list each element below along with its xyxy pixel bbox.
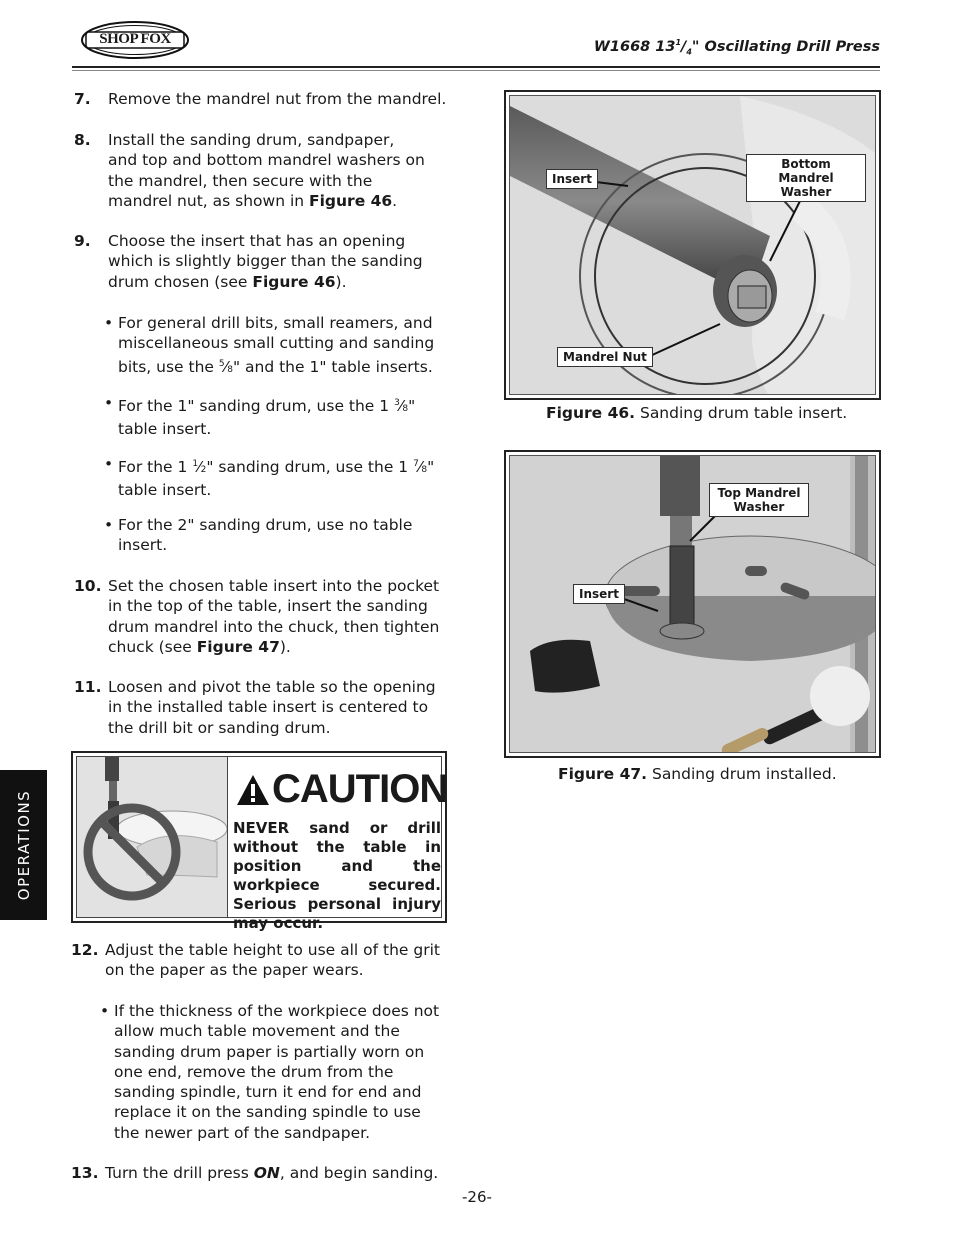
shop-fox-logo: [80, 20, 190, 60]
step-11: 11. Loosen and pivot the table so the opening in the installed table insert is centered to the drill bit or sanding drum.: [74, 678, 436, 737]
on-emphasis: ON: [253, 1164, 280, 1182]
step-9: 9. Choose the insert that has an opening which is slightly bigger than the sanding drum chosen (see Figure 46).: [74, 232, 423, 291]
warning-triangle-icon: [235, 773, 271, 807]
header-rule: [72, 66, 880, 68]
step-7: 7. Remove the mandrel nut from the mandrel.: [74, 90, 447, 108]
page-number: -26-: [462, 1188, 492, 1206]
callout-insert: Insert: [573, 584, 625, 604]
step-13: 13. Turn the drill press ON, and begin sanding.: [71, 1164, 439, 1182]
figure-46-reference: Figure 46: [252, 272, 336, 291]
bullet-2in-drum: • For the 2" sanding drum, use no table insert.: [104, 516, 413, 555]
figure-47: [504, 450, 881, 758]
bullet-1-5in-drum: • For the 1 $^1$⁄2" sanding drum, use the 1 $^7$⁄8" table insert.: [104, 455, 435, 500]
figure-46-reference: Figure 46: [309, 191, 393, 210]
logo-text: SHOP FOX: [99, 31, 171, 47]
bullet-general-bits: • For general drill bits, small reamers, and miscellaneous small cutting and sanding bits, use the $^5$⁄8" and the 1" table inserts.: [104, 314, 435, 376]
figure-47-reference: Figure 47: [196, 637, 280, 656]
callout-mandrel-nut: Mandrel Nut: [557, 347, 653, 367]
step-12: 12. Adjust the table height to use all of the grit on the paper as the paper wears.: [71, 941, 440, 980]
callout-insert: Insert: [546, 169, 598, 189]
caution-heading: CAUTION: [272, 767, 448, 811]
step-8: 8. Install the sanding drum, sandpaper, and top and bottom mandrel washers on the mandrel, then secure with the mandrel nut, as shown in Figure 46.: [74, 131, 425, 210]
callout-top-mandrel-washer: Top Mandrel Washer: [709, 483, 809, 517]
header-rule-thin: [72, 70, 880, 71]
caution-text: NEVER sand or drill without the table in position and the workpiece secured. Serious personal injury may occur.: [233, 819, 441, 932]
figure-46-caption: Figure 46. Sanding drum table insert.: [546, 404, 848, 422]
step-10: 10. Set the chosen table insert into the pocket in the top of the table, insert the sanding drum mandrel into the chuck, then tighten chuck (see Figure 47).: [74, 577, 440, 656]
caution-box: [71, 751, 448, 932]
document-title: W1668 $13^1/_4$" Oscillating Drill Press: [593, 38, 880, 57]
figure-47-photo: [510, 456, 876, 753]
caution-illustration: [77, 757, 228, 917]
bullet-flip-drum: • If the thickness of the workpiece does not allow much table movement and the sanding drum paper is partially worn on one end, remove the drum from the sanding spindle, turn it end for end and replace it on the sanding spindle to use the newer part of the sandpaper.: [100, 1002, 440, 1142]
section-tab-operations: OPERATIONS: [0, 770, 47, 920]
bullet-1in-drum: • For the 1" sanding drum, use the 1 $^3$⁄8" table insert.: [104, 394, 416, 439]
figure-46: [504, 90, 881, 400]
callout-bottom-mandrel-washer: Bottom Mandrel Washer: [746, 154, 866, 202]
figure-47-caption: Figure 47. Sanding drum installed.: [558, 765, 837, 783]
